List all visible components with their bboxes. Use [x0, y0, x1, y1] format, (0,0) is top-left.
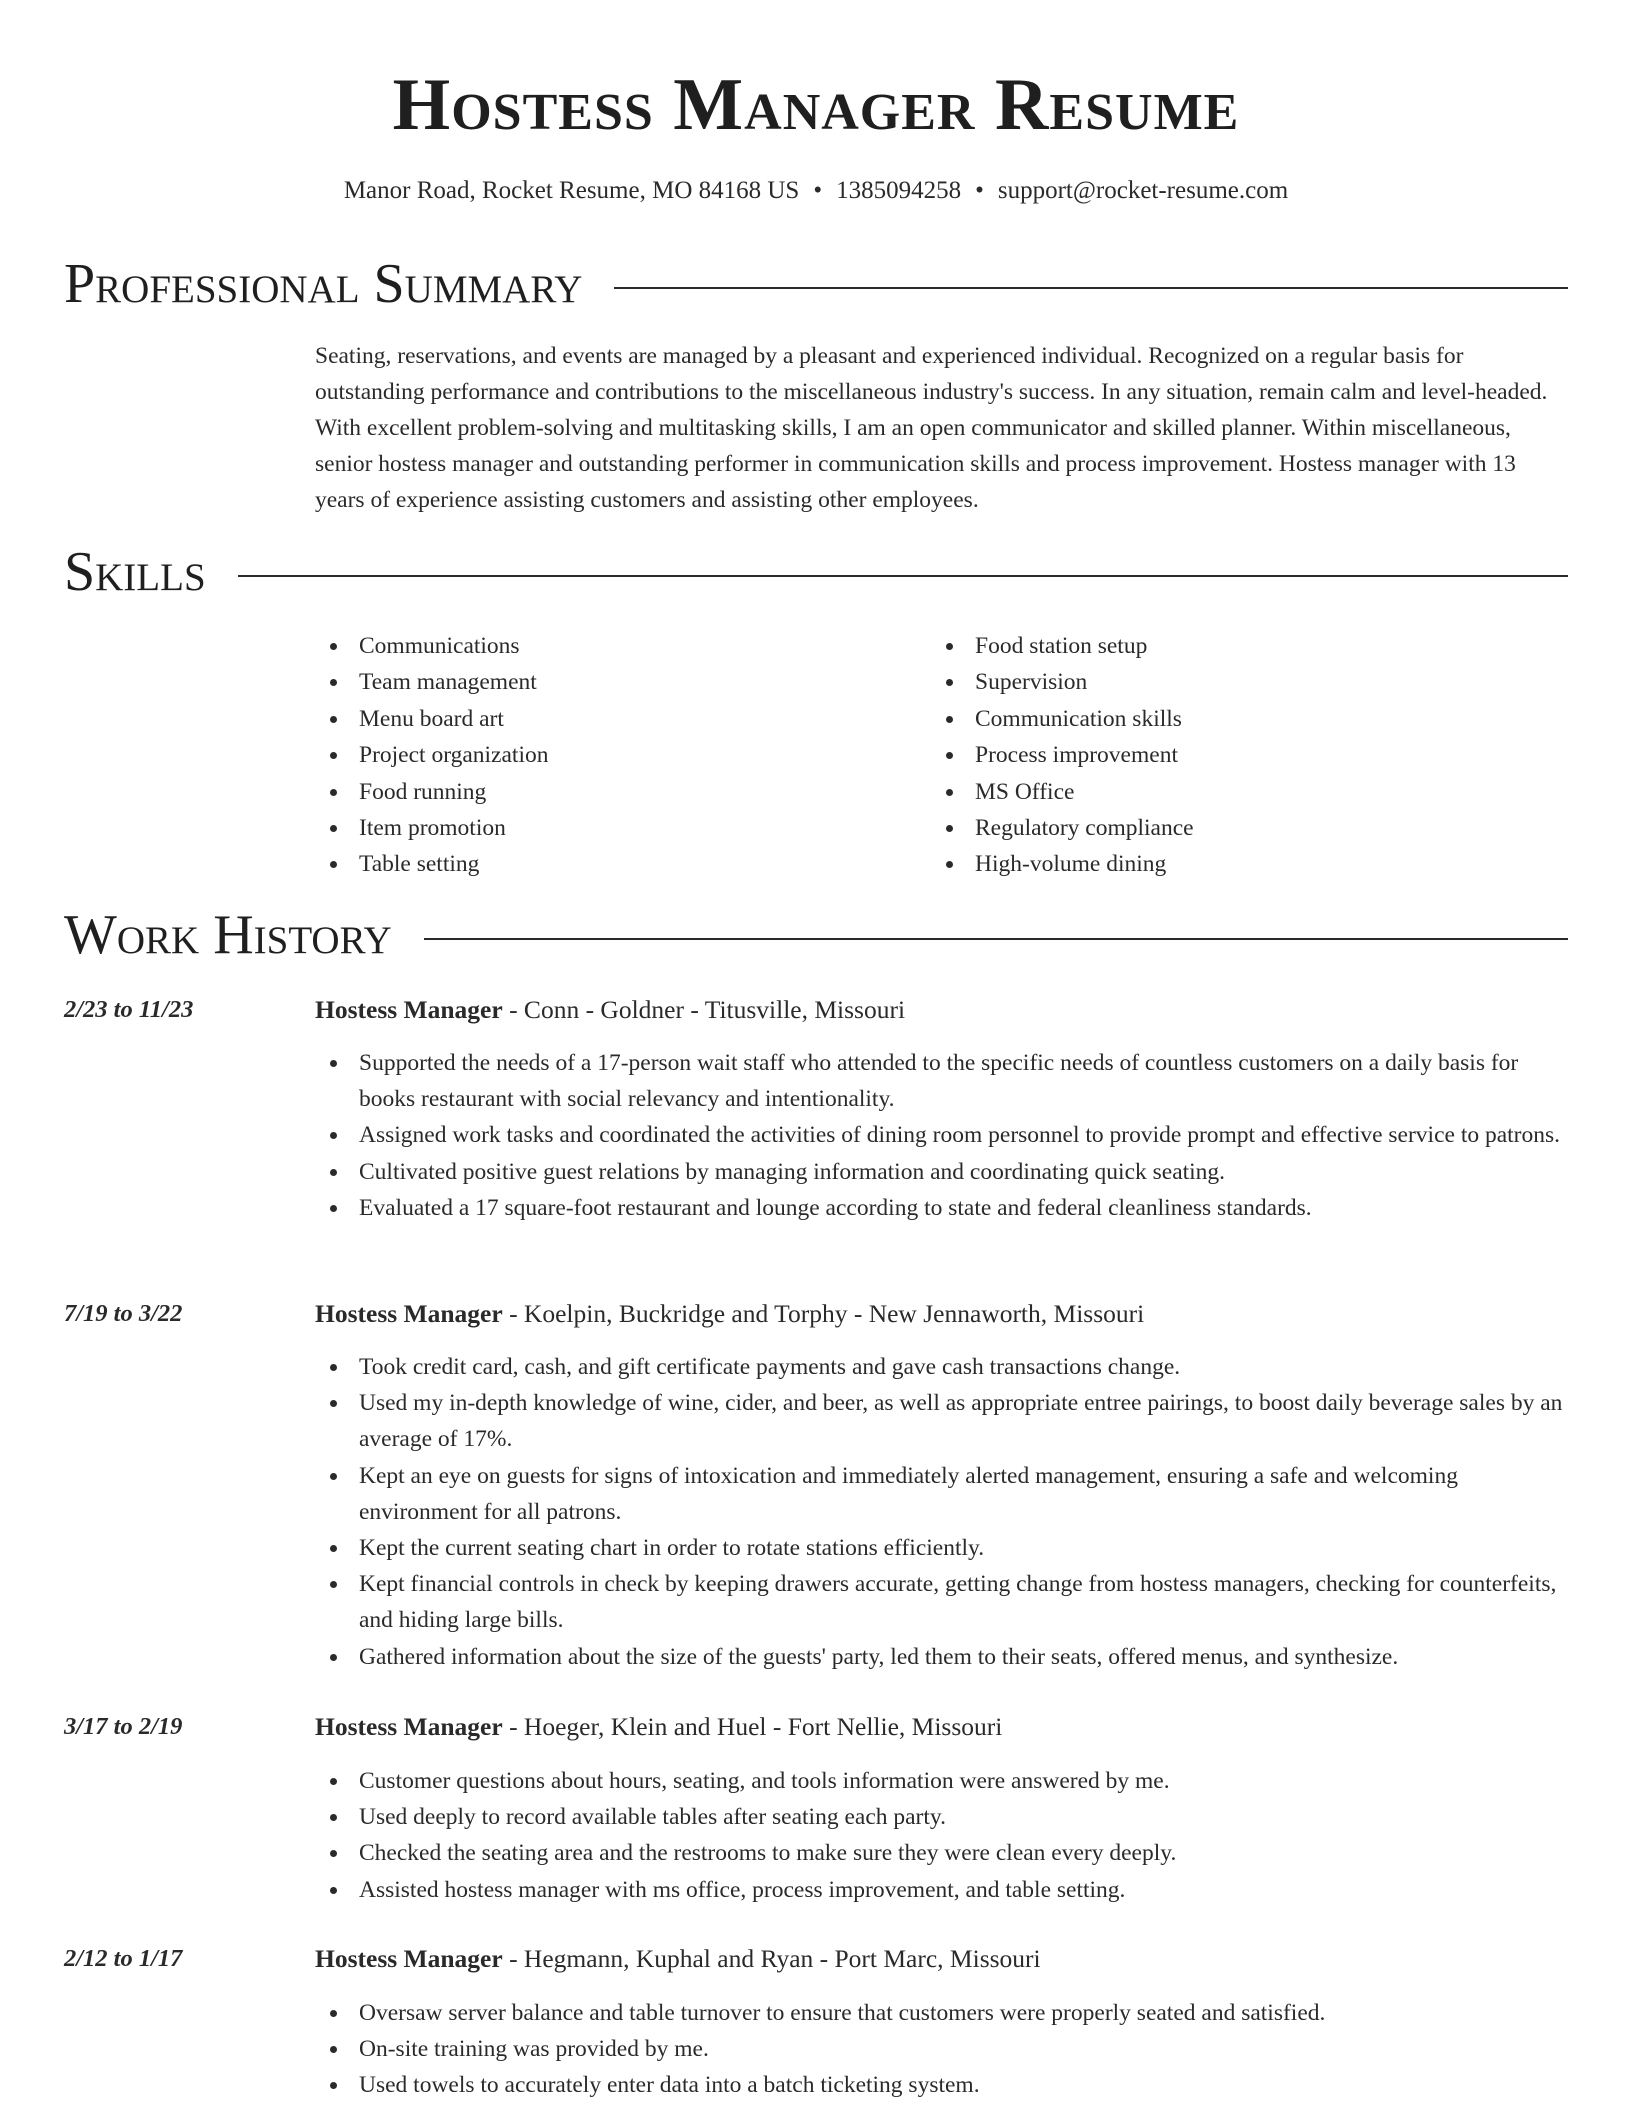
skill-item: High-volume dining — [931, 846, 1194, 882]
job-bullet: Kept an eye on guests for signs of intoxication and immediately alerted management, ensuring a safe and welcoming environment for all patrons. — [315, 1458, 1568, 1530]
skills-section-header — [64, 540, 1568, 604]
job-bullet: Evaluated a 17 square-foot restaurant and lounge according to state and federal cleanliness standards. — [315, 1190, 1568, 1226]
job-bullets — [315, 1045, 1568, 1226]
skill-item: Supervision — [931, 664, 1194, 700]
skill-item: Team management — [315, 664, 548, 700]
work-section-header — [64, 903, 1568, 967]
job-employer: - Hoeger, Klein and Huel - Fort Nellie, Missouri — [502, 1712, 1003, 1741]
job-dates: 3/17 to 2/19 — [64, 1713, 183, 1740]
skills-heading: Skills — [64, 541, 206, 603]
job-role: Hostess Manager — [315, 1299, 503, 1328]
job-bullets — [315, 1995, 1568, 2104]
job-bullet: Assisted hostess manager with ms office, process improvement, and table setting. — [315, 1872, 1568, 1908]
contact-email[interactable]: support@rocket-resume.com — [997, 177, 1289, 204]
skill-item: Communication skills — [931, 701, 1194, 737]
skill-item: Process improvement — [931, 737, 1194, 773]
skill-item: Food station setup — [931, 628, 1194, 664]
skill-item: Menu board art — [315, 701, 548, 737]
job-role: Hostess Manager — [315, 1944, 503, 1973]
skill-item: Communications — [315, 628, 548, 664]
summary-text: Seating, reservations, and events are managed by a pleasant and experienced individual. Recognized on a regular basis for outstanding performance and contributions to the miscellaneous industry's success. In any situation, remain calm and level-headed. With excellent problem-solving and multitasking skills, I am an open communicator and skilled planner. Within miscellaneous, senior hostess manager and outstanding performer in communication skills and process improvement. Hostess manager with 13 years of experience assisting customers and assisting other employees. — [315, 343, 1548, 513]
section-divider — [424, 938, 1568, 940]
job-bullet: Took credit card, cash, and gift certificate payments and gave cash transactions change. — [315, 1349, 1568, 1385]
job-employer: - Hegmann, Kuphal and Ryan - Port Marc, Missouri — [502, 1944, 1041, 1973]
job-header — [315, 1709, 1568, 1745]
job-employer: - Koelpin, Buckridge and Torphy - New Jennaworth, Missouri — [502, 1299, 1145, 1328]
job-bullet: Assigned work tasks and coordinated the activities of dining room personnel to provide prompt and effective service to patrons. — [315, 1117, 1568, 1153]
skill-item: Food running — [315, 774, 548, 810]
skills-list-left — [315, 628, 548, 883]
job-header — [315, 1941, 1568, 1977]
job-bullet: Used deeply to record available tables after seating each party. — [315, 1799, 1568, 1835]
job-header — [315, 1296, 1568, 1332]
job-bullet: Checked the seating area and the restrooms to make sure they were clean every deeply. — [315, 1835, 1568, 1871]
skill-item: MS Office — [931, 774, 1194, 810]
section-divider — [238, 575, 1568, 577]
job-bullet: Kept the current seating chart in order to rotate stations efficiently. — [315, 1530, 1568, 1566]
job-dates: 2/12 to 1/17 — [64, 1945, 183, 1972]
job-bullet: Oversaw server balance and table turnover to ensure that customers were properly seated and satisfied. — [315, 1995, 1568, 2031]
skill-item: Item promotion — [315, 810, 548, 846]
job-header — [315, 992, 1568, 1028]
job-bullets — [315, 1349, 1568, 1675]
contact-separator: • — [813, 177, 823, 204]
job-bullet: Supported the needs of a 17-person wait staff who attended to the specific needs of countless customers on a daily basis for books restaurant with social relevancy and intentionality. — [315, 1045, 1568, 1117]
summary-section-header — [64, 252, 1568, 316]
job-bullet: Customer questions about hours, seating, and tools information were answered by me. — [315, 1763, 1568, 1799]
contact-phone: 1385094258 — [836, 177, 962, 204]
job-dates: 7/19 to 3/22 — [64, 1300, 183, 1327]
job-bullet: On-site training was provided by me. — [315, 2031, 1568, 2067]
skill-item: Project organization — [315, 737, 548, 773]
job-bullet: Used towels to accurately enter data into a batch ticketing system. — [315, 2067, 1568, 2103]
job-bullet: Gathered information about the size of the guests' party, led them to their seats, offered menus, and synthesize. — [315, 1639, 1568, 1675]
summary-heading: Professional Summary — [64, 253, 583, 315]
job-bullets — [315, 1763, 1568, 1908]
skill-item: Regulatory compliance — [931, 810, 1194, 846]
job-bullet: Kept financial controls in check by keeping drawers accurate, getting change from hostess managers, checking for counterfeits, and hiding large bills. — [315, 1566, 1568, 1638]
job-role: Hostess Manager — [315, 995, 503, 1024]
job-employer: - Conn - Goldner - Titusville, Missouri — [502, 995, 906, 1024]
work-heading: Work History — [64, 904, 392, 966]
contact-line — [0, 176, 1632, 206]
contact-separator: • — [975, 177, 984, 204]
resume-title: Hostess Manager Resume — [392, 64, 1240, 146]
job-dates: 2/23 to 11/23 — [64, 996, 194, 1023]
contact-address: Manor Road, Rocket Resume, MO 84168 US — [343, 177, 800, 204]
job-bullet: Used my in-depth knowledge of wine, cider, and beer, as well as appropriate entree pairings, to boost daily beverage sales by an average of 17%. — [315, 1385, 1568, 1457]
skills-list-right — [931, 628, 1194, 883]
job-bullet: Cultivated positive guest relations by managing information and coordinating quick seating. — [315, 1154, 1568, 1190]
skill-item: Table setting — [315, 846, 548, 882]
job-role: Hostess Manager — [315, 1712, 503, 1741]
section-divider — [614, 287, 1568, 289]
